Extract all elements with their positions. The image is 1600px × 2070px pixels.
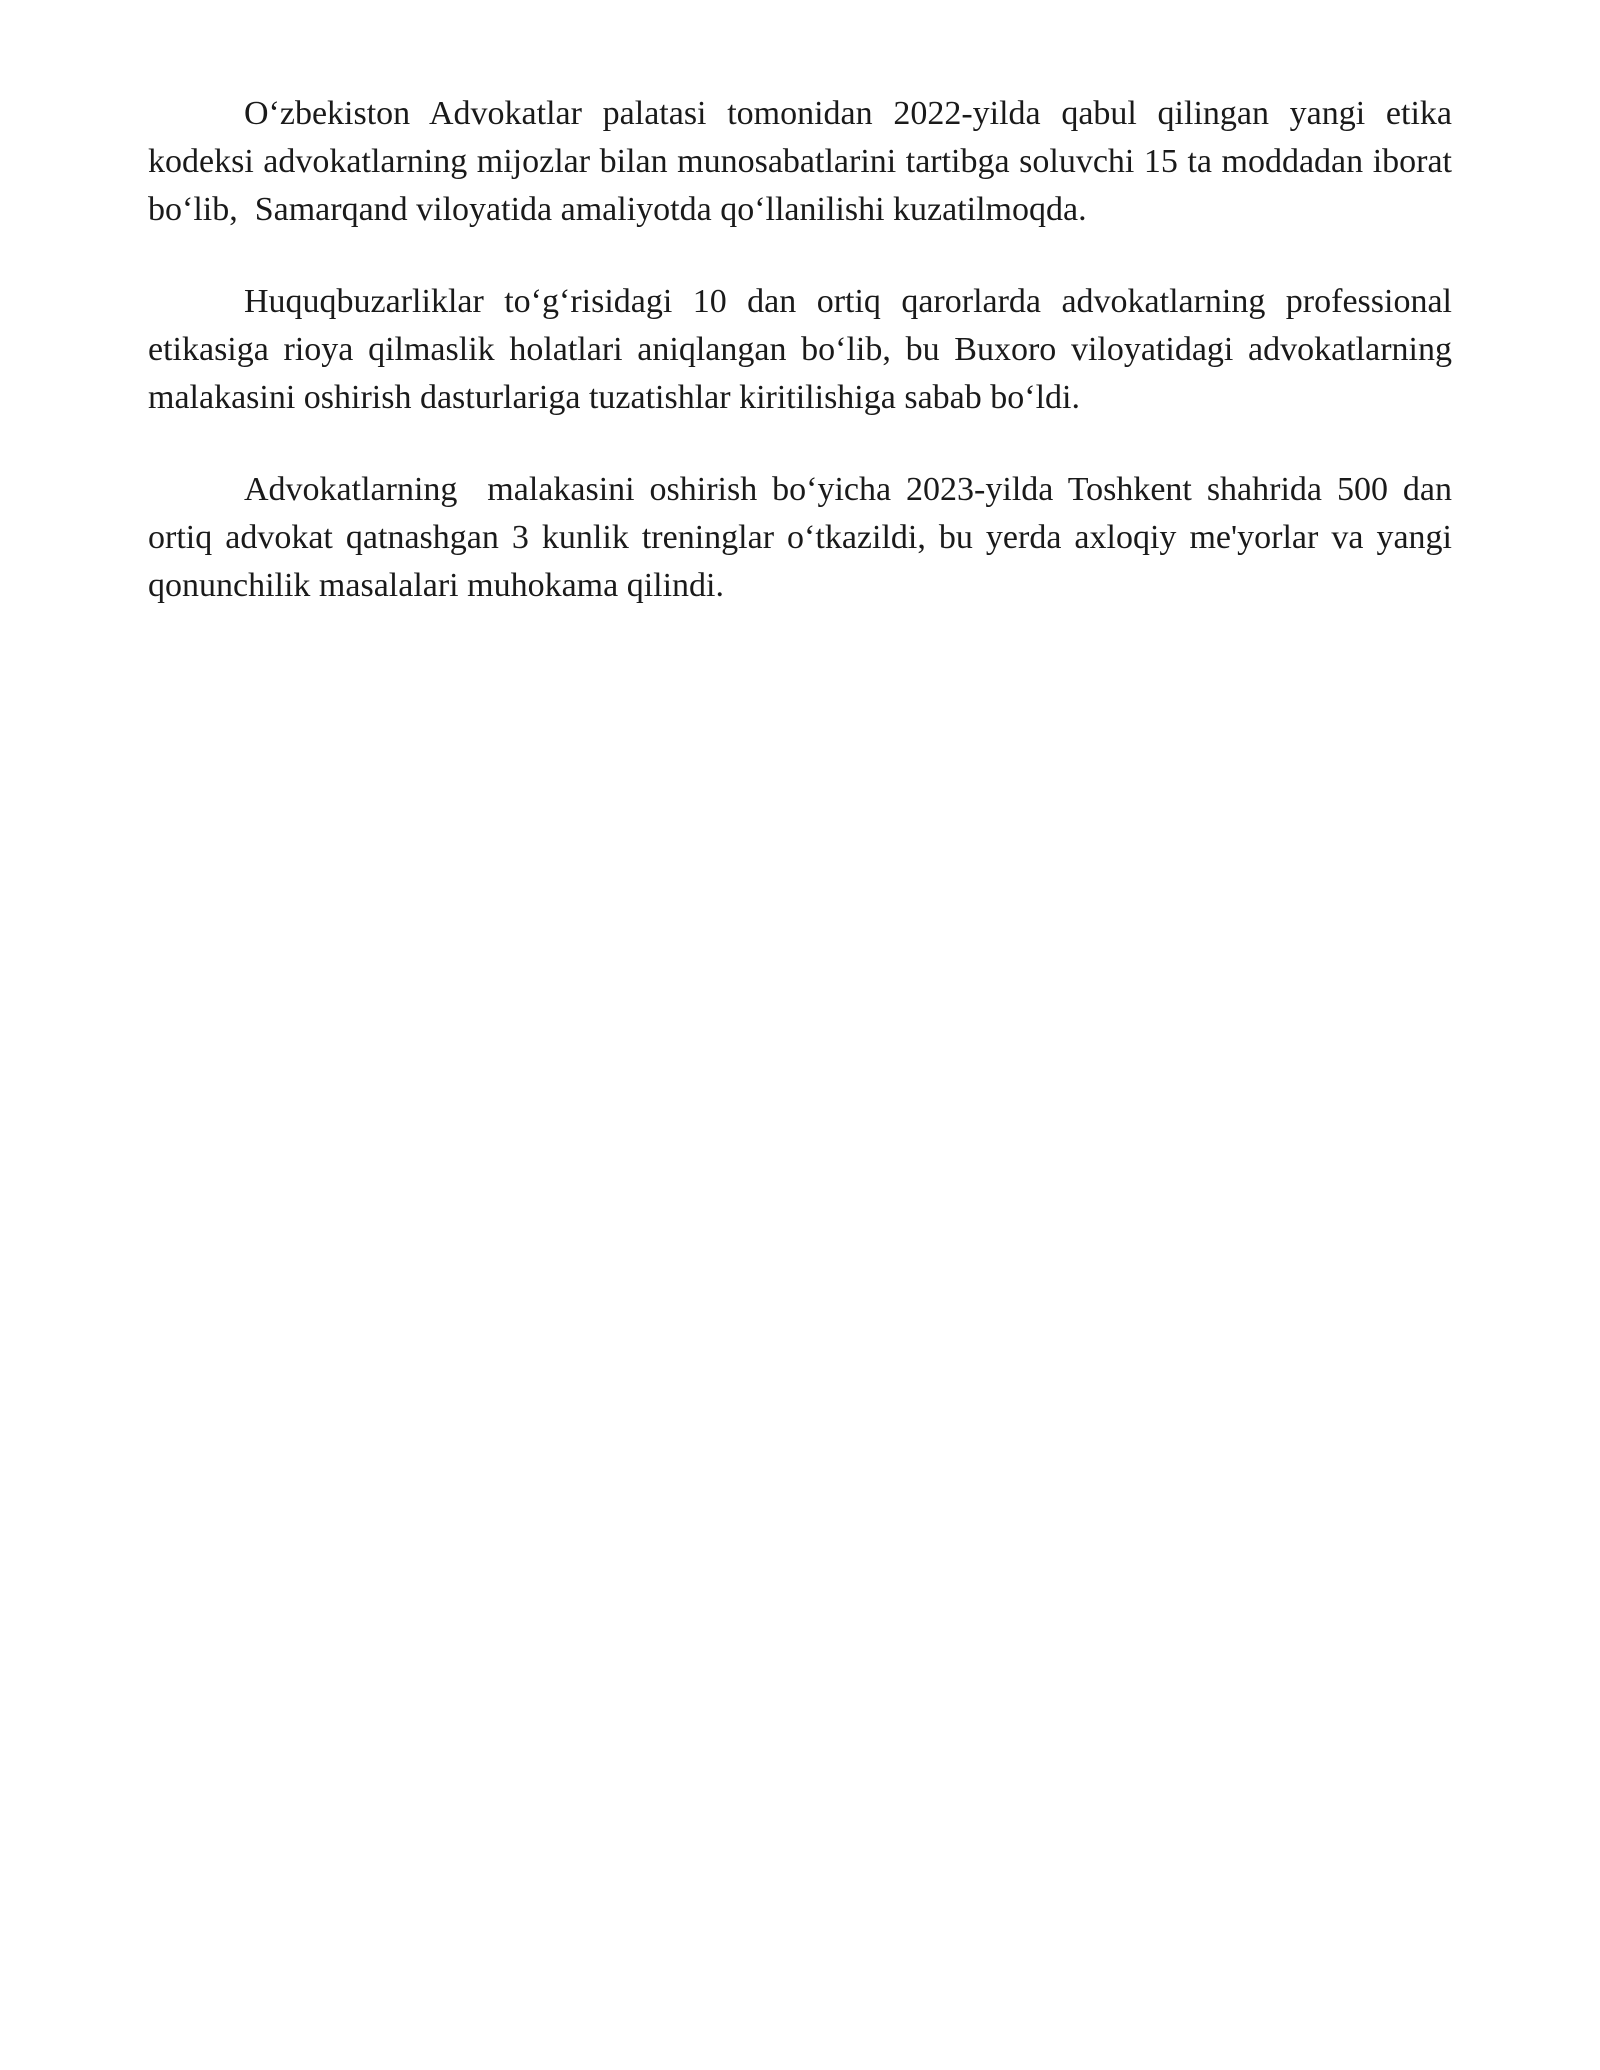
paragraph-3: Advokatlarning malakasini oshirish bo‘yicha 2023-yilda Toshkent shahrida 500 dan ortiq advokat qatnashgan 3 kunlik treninglar o‘tkazildi, bu yerda axloqiy me'yorlar va yangi qonunchilik masalalari muhokama qilindi. [148,471,1461,604]
paragraph-1: O‘zbekiston Advokatlar palatasi tomonidan 2022-yilda qabul qilingan yangi etika kodeksi advokatlarning mijozlar bilan munosabatlarini tartibga soluvchi 15 ta moddadan iborat bo‘lib, Samarqand viloyatida amaliyotda qo‘llanilishi kuzatilmoqda. [148,95,1461,228]
paragraph-2: Huquqbuzarliklar to‘g‘risidagi 10 dan ortiq qarorlarda advokatlarning professional etikasiga rioya qilmaslik holatlari aniqlangan bo‘lib, bu Buxoro viloyatidagi advokatlarning malakasini oshirish dasturlariga tuzatishlar kiritilishiga sabab bo‘ldi. [148,283,1461,416]
document-body [148,90,1461,654]
